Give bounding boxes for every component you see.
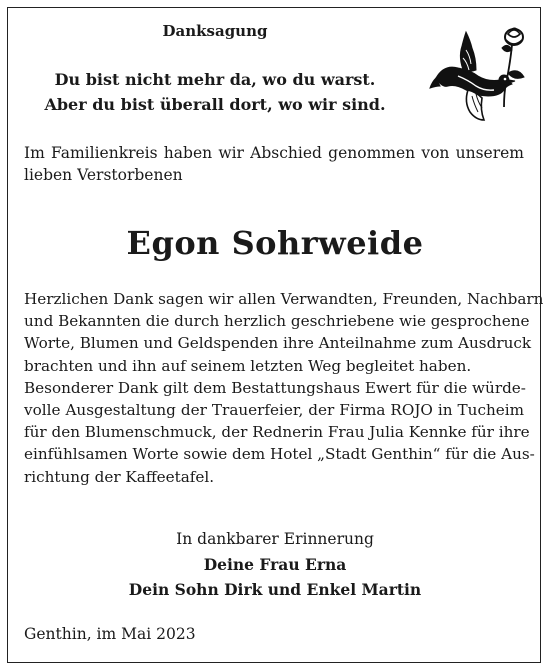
thanks-line: Worte, Blumen und Geldspenden ihre Anteilnahme zum Ausdruck [24, 334, 532, 353]
thanks-line: volle Ausgestaltung der Trauerfeier, der Firma ROJO in Tucheim [24, 401, 524, 420]
intro-text [24, 142, 524, 186]
thanks-line: Besonderer Dank gilt dem Bestattungshaus Ewert für die würde- [24, 378, 526, 397]
notice-heading: Danksagung [162, 22, 268, 40]
verse-line-1: Du bist nicht mehr da, wo du warst. [54, 70, 376, 89]
place-and-date: Genthin, im Mai 2023 [24, 625, 196, 643]
dove-with-rose-icon [428, 18, 538, 124]
signature-wife: Deine Frau Erna [203, 555, 347, 574]
thanks-line: richtung der Kaffeetafel. [24, 467, 215, 486]
thanks-paragraph [24, 288, 544, 488]
thanks-line: einfühlsamen Worte sowie dem Hotel „Stadt Genthin“ für die Aus- [24, 445, 535, 464]
signature-closing: In dankbarer Erinnerung [176, 530, 374, 548]
thanks-line: brachten und ihn auf seinem letzten Weg begleitet haben. [24, 356, 472, 375]
thanks-line: und Bekannten die durch herzlich geschriebene wie gesprochene [24, 312, 530, 331]
signature-family: Dein Sohn Dirk und Enkel Martin [128, 580, 422, 599]
intro-line-2: lieben Verstorbenen [24, 166, 183, 184]
verse-line-2: Aber du bist überall dort, wo wir sind. [44, 95, 386, 114]
deceased-name: Egon Sohrweide [126, 224, 424, 262]
thanks-line: für den Blumenschmuck, der Rednerin Frau Julia Kennke für ihre [24, 423, 530, 442]
thanks-line: Herzlichen Dank sagen wir allen Verwandten, Freunden, Nachbarn [24, 290, 544, 308]
intro-line-1: Im Familienkreis haben wir Abschied genommen von unserem [24, 144, 524, 162]
